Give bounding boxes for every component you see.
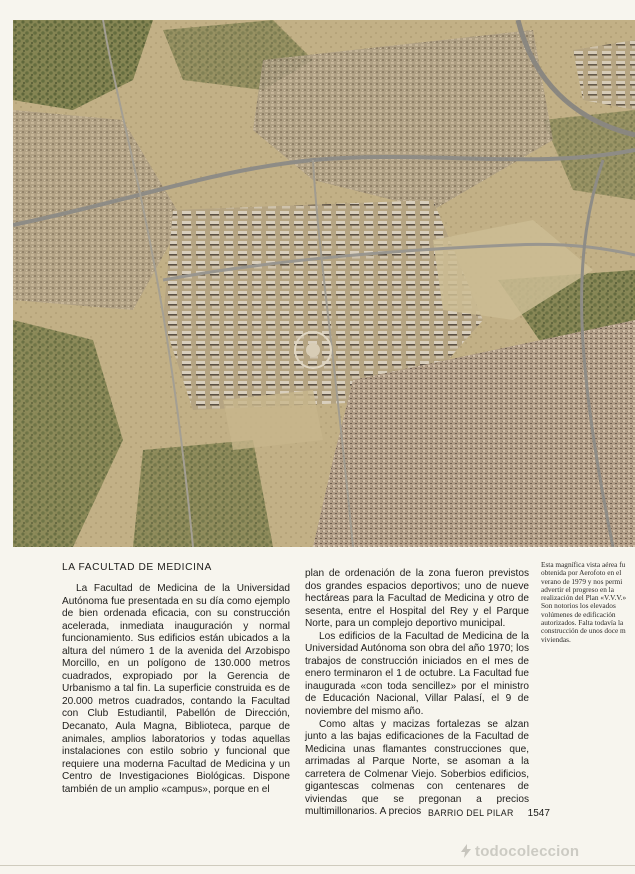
bolt-icon bbox=[459, 844, 473, 858]
caption-line: construcción de unos doce m bbox=[541, 626, 626, 636]
caption-line: verano de 1979 y nos permi bbox=[541, 576, 623, 586]
caption-line: Esta magnífica vista aérea fu bbox=[541, 561, 626, 569]
page-number: 1547 bbox=[527, 808, 550, 819]
caption-line: obtenida por Aerofoto en el bbox=[541, 568, 622, 578]
text-column-right bbox=[305, 568, 529, 819]
vegetation-patch-s bbox=[133, 440, 273, 547]
photo-caption bbox=[541, 561, 635, 644]
page-footer bbox=[428, 808, 550, 819]
aerial-photograph bbox=[13, 20, 635, 547]
watermark-text: todocoleccion bbox=[475, 843, 580, 860]
park-area bbox=[223, 390, 323, 450]
plaza-center bbox=[306, 343, 320, 357]
caption-line: advertir el progreso en la bbox=[541, 584, 614, 594]
caption-line: Son notorios los elevados bbox=[541, 601, 616, 611]
caption-line: volúmenes de edificación bbox=[541, 609, 616, 619]
article-paragraph: Los edificios de la Facultad de Medicina de la Universidad Autónoma son obra del año 1970; los trabajos de construcción iniciados en el mes de enero terminaron el 1 de octubre. La Facultad fue inaugurada «con toda sencillez» por el ministro de Educación Nacional, Villar Palasí, el 9 de noviembre del mismo año. bbox=[305, 630, 529, 718]
article-paragraph: plan de ordenación de la zona fueron previstos dos grandes espacios deportivos; uno de nueve hectáreas para la Facultad de Medicina y otro de sesenta, entre el Hospital del Rey y el Parque Norte, para un complejo deportivo municipal. bbox=[305, 568, 529, 630]
article-paragraph: Como altas y macizas fortalezas se alzan junto a las bajas edificaciones de la Facultad de Medicina unas flamantes construcciones que, arrimadas al Parque Norte, se asoman a la carretera de Colmenar Viejo. Soberbios edificios, gigantescas colmenas con centenares de viviendas que se pregonan a precios multimillonarios. A precios bbox=[305, 718, 529, 818]
caption-line: realización del Plan «V.V.V.» bbox=[541, 593, 627, 603]
caption-line: viviendas. bbox=[541, 634, 571, 644]
section-title: LA FACULTAD DE MEDICINA bbox=[62, 562, 212, 573]
watermark bbox=[459, 843, 579, 860]
page-edge bbox=[0, 865, 635, 866]
article-paragraph: La Facultad de Medicina de la Universidad Autónoma fue presentada en su día como ejemplo de bien ordenada eficacia, con su construcción acelerada, inmediata inauguración y normal funcionamiento. Sus edificios están ubicados a la altura del número 1 de la avenida del Arzobispo Morcillo, en un polígono de 130.000 metros cuadrados, expropiado por la Gerencia de Urbanismo a tal fin. La superficie construida es de 20.000 metros cuadrados, contando la Facultad con Club Estudiantil, Pabellón de Dirección, Decanato, Aula Magna, Biblioteca, parque de animales, amplios laboratorios y todas aquellas instalaciones con estilo sobrio y funcional que requiere una moderna Facultad de Medicina y un Centro de Investigaciones Biológicas. Dispone también de un amplio «campus», porque en el bbox=[62, 583, 290, 795]
text-column-left bbox=[62, 583, 290, 796]
caption-line: autorizados. Falta todavía la bbox=[541, 618, 624, 628]
running-head: BARRIO DEL PILAR bbox=[428, 808, 514, 818]
aerial-photo-image bbox=[13, 20, 635, 547]
